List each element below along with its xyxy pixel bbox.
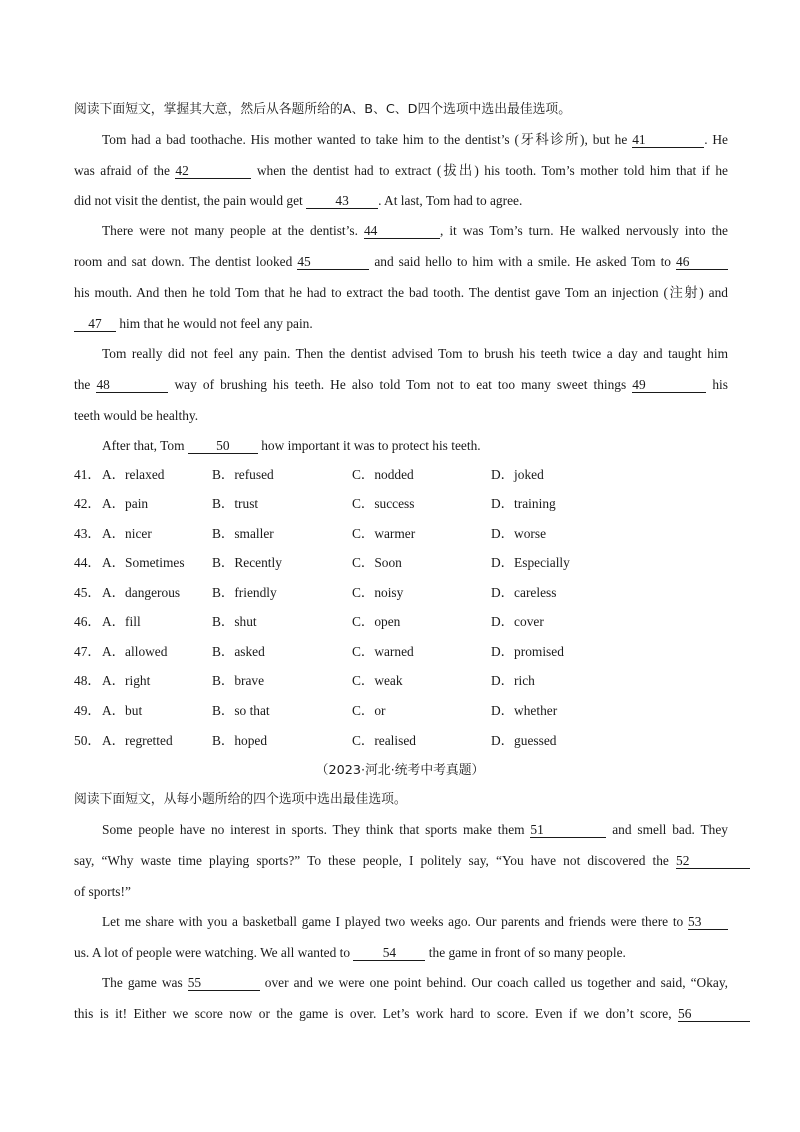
option-a[interactable]: A．relaxed	[102, 467, 165, 482]
option-c[interactable]: C．warned	[352, 644, 414, 659]
blank-43[interactable]: 43	[306, 194, 378, 209]
option-d[interactable]: D．whether	[491, 703, 558, 718]
section2-instruction: 阅读下面短文，从每小题所给的四个选项中选出最佳选项。	[74, 792, 407, 807]
blank-41[interactable]: 41	[632, 133, 704, 148]
blank-45[interactable]: 45	[297, 255, 369, 270]
passage-line: his mouth. And then he told Tom that he had to extract the bad tooth. The dentist gave Tom an injection (注射) and	[74, 285, 728, 300]
passage-line: was afraid of the 42 when the dentist had to extract (拔出) his tooth. Tom’s mother told him that if he	[74, 163, 728, 178]
option-b[interactable]: B．smaller	[212, 526, 274, 541]
question-number: 41．	[74, 467, 101, 482]
passage-line: Let me share with you a basketball game I played two weeks ago. Our parents and friends were there to 53	[102, 914, 728, 930]
option-b[interactable]: B．hoped	[212, 733, 268, 748]
option-b[interactable]: B．shut	[212, 614, 257, 629]
option-b[interactable]: B．brave	[212, 673, 265, 688]
option-a[interactable]: A．pain	[102, 496, 149, 511]
passage-line: Tom had a bad toothache. His mother wanted to take him to the dentist’s (牙科诊所), but he 41 . He	[102, 132, 729, 147]
question-number: 43．	[74, 526, 101, 541]
option-b[interactable]: B．refused	[212, 467, 274, 482]
option-b[interactable]: B．Recently	[212, 555, 282, 570]
option-d[interactable]: D．guessed	[491, 733, 557, 748]
passage-line: Tom really did not feel any pain. Then the dentist advised Tom to brush his teeth twice a day and taught him	[102, 346, 728, 361]
blank-48[interactable]: 48	[96, 378, 168, 393]
passage-line: us. A lot of people were watching. We all wanted to 54 the game in front of so many people.	[74, 945, 626, 960]
option-d[interactable]: D．careless	[491, 585, 557, 600]
option-a[interactable]: A．fill	[102, 614, 141, 629]
blank-55[interactable]: 55	[188, 976, 260, 991]
option-d[interactable]: D．training	[491, 496, 556, 511]
passage-line: The game was 55 over and we were one point behind. Our coach called us together and said, “Okay,	[102, 975, 729, 990]
source-label: （2023·河北·统考中考真题）	[315, 763, 485, 778]
passage-line: of sports!”	[74, 884, 131, 899]
blank-51[interactable]: 51	[530, 823, 606, 838]
passage-line: Some people have no interest in sports. They think that sports make them 51 and smell bad. They	[102, 822, 728, 837]
option-c[interactable]: C．weak	[352, 673, 403, 688]
blank-50[interactable]: 50	[188, 439, 258, 454]
question-number: 47．	[74, 644, 101, 659]
blank-42[interactable]: 42	[175, 164, 251, 179]
option-a[interactable]: A．Sometimes	[102, 555, 185, 570]
option-a[interactable]: A．nicer	[102, 526, 152, 541]
question-number: 44．	[74, 555, 101, 570]
option-a[interactable]: A．allowed	[102, 644, 168, 659]
passage-line: say, “Why waste time playing sports?” To these people, I politely say, “You have not discovered the 52	[74, 853, 750, 869]
option-a[interactable]: A．right	[102, 673, 151, 688]
option-c[interactable]: C．nodded	[352, 467, 414, 482]
option-b[interactable]: B．trust	[212, 496, 259, 511]
blank-54[interactable]: 54	[353, 946, 425, 961]
option-c[interactable]: C．realised	[352, 733, 416, 748]
option-b[interactable]: B．so that	[212, 703, 270, 718]
passage-line: this is it! Either we score now or the game is over. Let’s work hard to score. Even if we don’t score, 56	[74, 1006, 750, 1022]
question-number: 45．	[74, 585, 101, 600]
blank-53[interactable]: 53	[688, 915, 728, 930]
option-d[interactable]: D．Especially	[491, 555, 570, 570]
blank-49[interactable]: 49	[632, 378, 706, 393]
passage-line: After that, Tom 50 how important it was to protect his teeth.	[102, 438, 481, 453]
option-b[interactable]: B．asked	[212, 644, 265, 659]
option-b[interactable]: B．friendly	[212, 585, 277, 600]
option-a[interactable]: A．regretted	[102, 733, 173, 748]
option-d[interactable]: D．rich	[491, 673, 535, 688]
option-c[interactable]: C．noisy	[352, 585, 404, 600]
blank-44[interactable]: 44	[364, 224, 440, 239]
option-d[interactable]: D．cover	[491, 614, 544, 629]
question-number: 46．	[74, 614, 101, 629]
passage-line: There were not many people at the dentist’s. 44 , it was Tom’s turn. He walked nervously into the	[102, 223, 728, 238]
blank-52[interactable]: 52	[676, 854, 750, 869]
option-c[interactable]: C．warmer	[352, 526, 416, 541]
option-d[interactable]: D．joked	[491, 467, 544, 482]
option-c[interactable]: C．or	[352, 703, 386, 718]
blank-47[interactable]: 47	[74, 317, 116, 332]
passage-line: teeth would be healthy.	[74, 408, 199, 423]
question-number: 50．	[74, 733, 101, 748]
option-c[interactable]: C．open	[352, 614, 401, 629]
option-c[interactable]: C．success	[352, 496, 415, 511]
question-number: 48．	[74, 673, 101, 688]
option-d[interactable]: D．worse	[491, 526, 547, 541]
section1-instruction: 阅读下面短文，掌握其大意，然后从各题所给的A、B、C、D四个选项中选出最佳选项。	[74, 102, 572, 117]
option-d[interactable]: D．promised	[491, 644, 564, 659]
blank-46[interactable]: 46	[676, 255, 728, 270]
question-number: 42．	[74, 496, 101, 511]
option-a[interactable]: A．but	[102, 703, 143, 718]
passage-line: the 48 way of brushing his teeth. He also told Tom not to eat too many sweet things 49 his	[74, 377, 728, 392]
passage-line: 47 him that he would not feel any pain.	[74, 316, 728, 332]
passage-line: room and sat down. The dentist looked 45 and said hello to him with a smile. He asked Tom to 46	[74, 254, 728, 270]
passage-line: did not visit the dentist, the pain would get 43 . At last, Tom had to agree.	[74, 193, 523, 208]
question-number: 49．	[74, 703, 101, 718]
option-c[interactable]: C．Soon	[352, 555, 402, 570]
blank-56[interactable]: 56	[678, 1007, 750, 1022]
option-a[interactable]: A．dangerous	[102, 585, 181, 600]
